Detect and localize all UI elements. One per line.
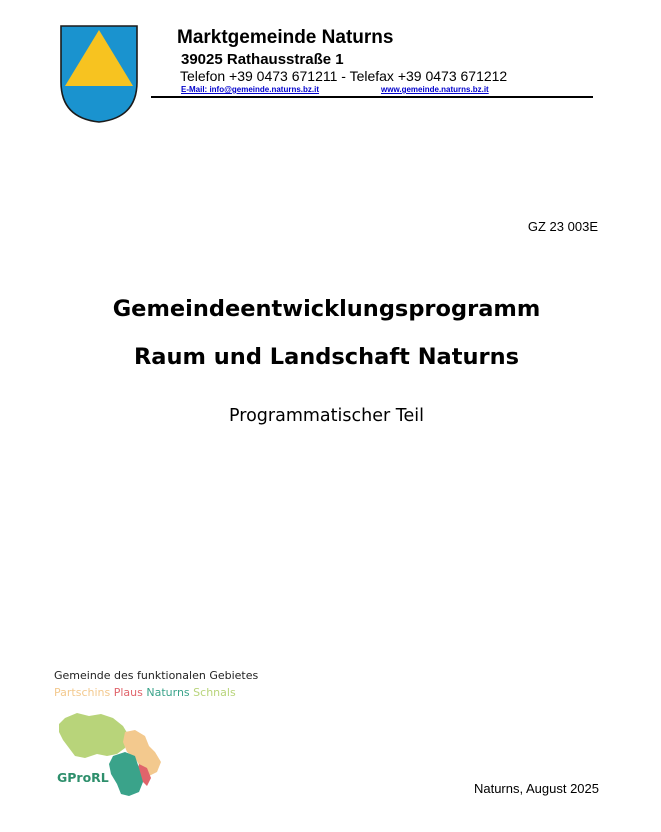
org-name: Marktgemeinde Naturns (177, 27, 394, 48)
map-region-schnals (59, 713, 129, 758)
org-contact: Telefon +39 0473 671211 - Telefax +39 0473 671212 (180, 68, 508, 84)
document-subtitle: Programmatischer Teil (229, 406, 424, 426)
municipality-partschins: Partschins (54, 686, 111, 699)
coat-of-arms-icon (59, 24, 139, 124)
municipality-list (54, 686, 236, 699)
document-title-line2: Raum und Landschaft Naturns (133, 344, 520, 370)
place-and-date: Naturns, August 2025 (473, 781, 599, 796)
email-link[interactable]: E-Mail: info@gemeinde.naturns.bz.it (181, 85, 320, 94)
functional-area-caption: Gemeinde des funktionalen Gebietes (54, 669, 259, 682)
municipality-naturns: Naturns (146, 686, 190, 699)
org-address: 39025 Rathausstraße 1 (181, 51, 344, 68)
gprorl-map-logo (55, 710, 167, 798)
gprorl-logo-text: GProRL (57, 770, 109, 785)
website-link[interactable]: www.gemeinde.naturns.bz.it (381, 85, 489, 94)
municipality-schnals: Schnals (193, 686, 236, 699)
municipality-plaus: Plaus (113, 686, 143, 699)
document-title-line1: Gemeindeentwicklungsprogramm (112, 296, 541, 322)
document-reference: GZ 23 003E (527, 219, 598, 234)
header-divider (151, 96, 593, 98)
